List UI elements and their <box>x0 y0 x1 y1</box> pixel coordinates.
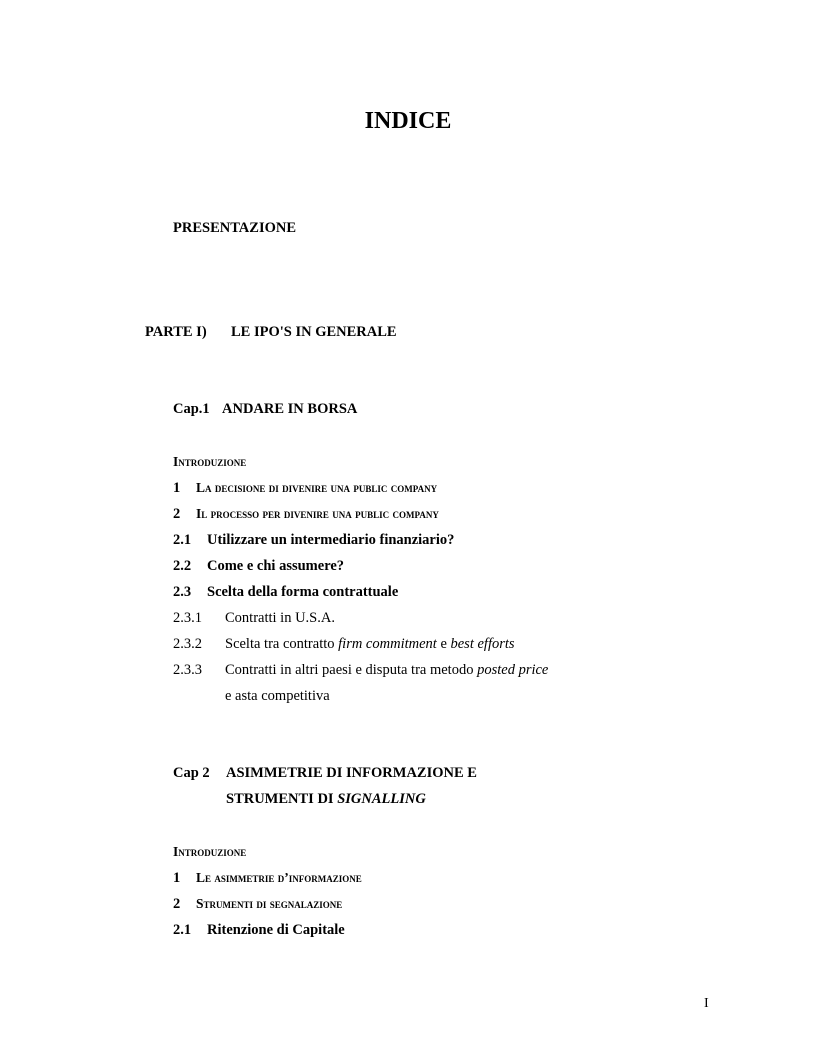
toc-item-num: 2.1 <box>173 532 192 548</box>
toc-presentazione: PRESENTAZIONE <box>173 220 297 236</box>
toc-item-text: Il processo per divenire una public company <box>196 506 439 521</box>
toc-parte-label: PARTE I) <box>145 324 207 340</box>
toc-item-text: Scelta tra contratto firm commitment e best efforts <box>225 636 515 652</box>
toc-item-num: 1 <box>173 480 181 496</box>
chapter-label: Cap 2 <box>173 765 210 781</box>
toc-item-text: Scelta della forma contrattuale <box>207 584 399 600</box>
toc-item-num: 2 <box>173 506 181 522</box>
toc-item-num: 1 <box>173 870 181 886</box>
toc-item-num: 2 <box>173 896 181 912</box>
toc-item-text: Strumenti di segnalazione <box>196 896 343 911</box>
toc-introduzione: Introduzione <box>173 844 247 859</box>
toc-item-text: Come e chi assumere? <box>207 558 345 574</box>
toc-item-num: 2.1 <box>173 922 192 938</box>
chapter-label: Cap.1 <box>173 401 210 417</box>
page-title: INDICE <box>364 108 452 134</box>
chapter-title: ANDARE IN BORSA <box>222 401 358 417</box>
toc-item-num: 2.3.2 <box>173 636 202 652</box>
toc-item-text: Utilizzare un intermediario finanziario? <box>207 532 455 548</box>
toc-introduzione: Introduzione <box>173 454 247 469</box>
toc-item-text-continuation: e asta competitiva <box>225 688 330 704</box>
toc-item-num: 2.3 <box>173 584 192 600</box>
toc-item-num: 2.3.3 <box>173 662 202 678</box>
toc-item-num: 2.3.1 <box>173 610 202 626</box>
page-number: I <box>704 996 709 1011</box>
toc-item-text: La decisione di divenire una public company <box>196 480 438 495</box>
toc-item-text: Contratti in U.S.A. <box>225 610 335 626</box>
toc-item-text: Contratti in altri paesi e disputa tra metodo posted price <box>225 662 549 678</box>
chapter-title: ASIMMETRIE DI INFORMAZIONE E <box>226 765 477 781</box>
toc-item-text: Le asimmetrie d’informazione <box>196 870 362 885</box>
toc-parte-title: LE IPO'S IN GENERALE <box>231 324 397 340</box>
toc-item-text: Ritenzione di Capitale <box>207 922 345 938</box>
toc-item-num: 2.2 <box>173 558 192 574</box>
chapter-title-line2: STRUMENTI DI SIGNALLING <box>226 791 426 807</box>
